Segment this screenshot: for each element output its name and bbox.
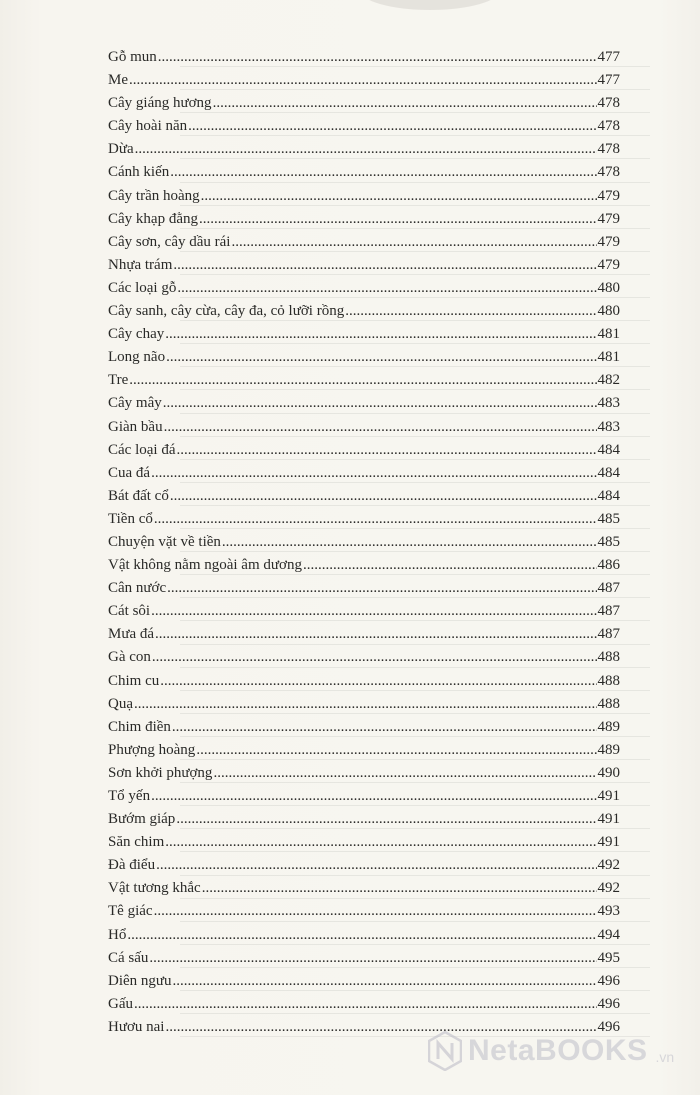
toc-entry-page: 488 — [597, 649, 620, 666]
toc-entry — [108, 485, 620, 508]
toc-entry-title: Gà con — [108, 649, 151, 666]
toc-entry-page: 479 — [597, 187, 620, 204]
toc-entry-page: 479 — [597, 256, 620, 273]
toc-leader-dots — [172, 716, 597, 739]
toc-leader-dots — [134, 693, 597, 716]
toc-entry-title: Vật tương khắc — [108, 880, 201, 897]
toc-entry — [108, 970, 620, 993]
toc-entry-title: Cây sơn, cây dầu rái — [108, 233, 231, 250]
toc-leader-dots — [231, 231, 596, 254]
toc-entry — [108, 623, 620, 646]
toc-entry-page: 477 — [597, 49, 620, 65]
toc-leader-dots — [165, 323, 596, 346]
toc-entry-title: Cát sôi — [108, 603, 151, 620]
toc-entry-page: 491 — [597, 788, 620, 804]
toc-entry — [108, 138, 620, 161]
toc-leader-dots — [166, 346, 596, 369]
toc-entry-title: Dừa — [108, 141, 134, 158]
toc-entry-page: 485 — [597, 510, 620, 527]
toc-entry-page: 484 — [597, 464, 620, 481]
page-shadow — [360, 0, 500, 10]
toc-entry — [108, 92, 620, 115]
toc-leader-dots — [213, 762, 596, 785]
toc-entry-title: Cây sanh, cây cừa, cây đa, cỏ lưỡi rồng — [108, 303, 345, 320]
toc-entry-title: Cân nước — [108, 580, 167, 597]
toc-entry-title: Long não — [108, 349, 166, 366]
toc-entry — [108, 254, 620, 277]
toc-entry-title: Các loại gỗ — [108, 279, 177, 296]
toc-entry-title: Tiền cổ — [108, 510, 153, 527]
toc-entry — [108, 231, 620, 254]
toc-entry-page: 490 — [597, 764, 620, 781]
toc-entry-title: Săn chim — [108, 834, 165, 851]
toc-entry-title: Bát đất cổ — [108, 487, 169, 504]
toc-entry — [108, 346, 620, 369]
toc-entry-title: Nhựa trám — [108, 256, 173, 273]
toc-entry-page: 496 — [597, 972, 620, 989]
toc-entry — [108, 208, 620, 231]
toc-entry-page: 479 — [597, 233, 620, 250]
toc-entry-page: 488 — [597, 695, 620, 712]
toc-entry-page: 481 — [597, 349, 620, 366]
toc-entry-title: Tre — [108, 372, 129, 389]
toc-entry-title: Cá sấu — [108, 949, 149, 966]
toc-entry-title: Cua đá — [108, 464, 151, 481]
toc-entry — [108, 185, 620, 208]
toc-entry-title: Vật không nằm ngoài âm dương — [108, 557, 302, 574]
toc-entry-title: Hươu nai — [108, 1018, 165, 1035]
toc-entry-page: 486 — [597, 557, 620, 574]
netabooks-logo-icon — [428, 1031, 462, 1071]
toc-leader-dots — [158, 46, 597, 69]
toc-entry — [108, 924, 620, 947]
toc-entry-title: Mưa đá — [108, 626, 155, 643]
watermark-brand: NetaBOOKS — [468, 1034, 648, 1067]
toc-entry — [108, 600, 620, 623]
toc-entry-title: Các loại đá — [108, 441, 176, 458]
toc-leader-dots — [151, 785, 596, 808]
toc-entry — [108, 785, 620, 808]
toc-entry — [108, 670, 620, 693]
toc-entry — [108, 369, 620, 392]
toc-entry-title: Đà điểu — [108, 857, 156, 874]
toc-entry-page: 496 — [597, 1018, 620, 1035]
toc-entry-page: 494 — [597, 926, 620, 943]
toc-entry-title: Quạ — [108, 695, 133, 712]
toc-leader-dots — [163, 392, 597, 415]
toc-leader-dots — [188, 115, 596, 138]
toc-leader-dots — [164, 416, 597, 439]
toc-leader-dots — [345, 300, 596, 323]
toc-entry-title: Cây hoài năn — [108, 118, 188, 135]
toc-entry-title: Sơn khởi phượng — [108, 764, 213, 781]
toc-leader-dots — [202, 877, 597, 900]
watermark-suffix: .vn — [655, 1049, 675, 1065]
toc-leader-dots — [167, 577, 596, 600]
toc-leader-dots — [213, 92, 597, 115]
toc-entry-page: 478 — [597, 141, 620, 158]
toc-leader-dots — [129, 69, 597, 92]
toc-entry-page: 478 — [597, 164, 620, 181]
toc-entry-page: 488 — [597, 672, 620, 689]
toc-leader-dots — [173, 970, 597, 993]
toc-entry-title: Chim điền — [108, 718, 171, 735]
table-of-contents — [108, 46, 620, 1039]
toc-leader-dots — [135, 138, 597, 161]
toc-leader-dots — [154, 508, 597, 531]
toc-entry-title: Diên ngưu — [108, 972, 172, 989]
toc-leader-dots — [154, 900, 597, 923]
toc-leader-dots — [152, 646, 597, 669]
toc-entry — [108, 46, 620, 69]
toc-entry — [108, 646, 620, 669]
toc-entry — [108, 554, 620, 577]
toc-entry-page: 492 — [597, 857, 620, 874]
toc-entry-page: 478 — [597, 95, 620, 112]
toc-entry — [108, 693, 620, 716]
toc-leader-dots — [170, 161, 596, 184]
toc-entry — [108, 577, 620, 600]
toc-entry-title: Cây khạp đằng — [108, 210, 198, 227]
toc-entry — [108, 993, 620, 1016]
toc-entry-title: Gấu — [108, 995, 133, 1012]
toc-entry — [108, 462, 620, 485]
toc-leader-dots — [176, 808, 596, 831]
toc-entry — [108, 831, 620, 854]
toc-entry-page: 478 — [597, 118, 620, 135]
toc-leader-dots — [129, 369, 596, 392]
toc-entry-page: 491 — [597, 811, 620, 828]
toc-leader-dots — [151, 462, 596, 485]
toc-leader-dots — [177, 277, 596, 300]
toc-entry-title: Gỗ mun — [108, 49, 157, 65]
toc-entry-page: 479 — [597, 210, 620, 227]
toc-entry — [108, 277, 620, 300]
toc-leader-dots — [199, 208, 597, 231]
toc-entry — [108, 69, 620, 92]
toc-entry-page: 480 — [597, 279, 620, 296]
toc-entry — [108, 416, 620, 439]
toc-leader-dots — [155, 623, 596, 646]
toc-leader-dots — [134, 993, 597, 1016]
toc-entry-page: 484 — [597, 441, 620, 458]
toc-entry-page: 493 — [597, 903, 620, 920]
toc-entry-page: 483 — [597, 418, 620, 435]
toc-entry — [108, 161, 620, 184]
toc-entry-page: 489 — [597, 741, 620, 758]
toc-entry-page: 480 — [597, 303, 620, 320]
toc-entry-page: 485 — [597, 533, 620, 550]
toc-entry-page: 496 — [597, 995, 620, 1012]
toc-entry — [108, 508, 620, 531]
toc-entry-title: Cánh kiến — [108, 164, 170, 181]
toc-entry — [108, 762, 620, 785]
toc-entry-title: Cây giáng hương — [108, 95, 212, 112]
toc-entry-title: Cây chay — [108, 326, 165, 343]
toc-leader-dots — [176, 439, 596, 462]
toc-entry — [108, 900, 620, 923]
toc-entry — [108, 392, 620, 415]
toc-entry-page: 477 — [597, 72, 620, 89]
toc-leader-dots — [303, 554, 597, 577]
toc-entry-page: 487 — [597, 603, 620, 620]
toc-leader-dots — [151, 600, 596, 623]
toc-leader-dots — [156, 854, 596, 877]
watermark — [428, 1026, 674, 1076]
toc-leader-dots — [170, 485, 597, 508]
toc-entry — [108, 947, 620, 970]
toc-entry-title: Phượng hoàng — [108, 741, 196, 758]
toc-leader-dots — [196, 739, 596, 762]
toc-leader-dots — [165, 831, 596, 854]
toc-entry-title: Tổ yến — [108, 788, 151, 804]
toc-entry — [108, 808, 620, 831]
toc-entry-title: Hổ — [108, 926, 127, 943]
toc-entry-page: 487 — [597, 626, 620, 643]
toc-leader-dots — [127, 924, 596, 947]
toc-leader-dots — [149, 947, 596, 970]
toc-entry-page: 484 — [597, 487, 620, 504]
toc-entry-title: Giàn bầu — [108, 418, 163, 435]
toc-entry — [108, 854, 620, 877]
toc-entry-page: 481 — [597, 326, 620, 343]
toc-entry-title: Cây trần hoàng — [108, 187, 200, 204]
toc-entry — [108, 531, 620, 554]
toc-entry-title: Me — [108, 72, 128, 89]
toc-leader-dots — [222, 531, 597, 554]
toc-entry-title: Chim cu — [108, 672, 160, 689]
toc-entry-page: 487 — [597, 580, 620, 597]
toc-entry-page: 492 — [597, 880, 620, 897]
toc-entry — [108, 716, 620, 739]
toc-leader-dots — [173, 254, 596, 277]
toc-entry — [108, 739, 620, 762]
toc-entry-title: Bướm giáp — [108, 811, 176, 828]
toc-entry-title: Cây mây — [108, 395, 162, 412]
toc-entry-page: 483 — [597, 395, 620, 412]
toc-entry-page: 495 — [597, 949, 620, 966]
toc-entry — [108, 439, 620, 462]
toc-entry — [108, 877, 620, 900]
toc-entry-page: 482 — [597, 372, 620, 389]
toc-entry-title: Tê giác — [108, 903, 153, 920]
toc-entry — [108, 115, 620, 138]
toc-leader-dots — [160, 670, 596, 693]
toc-entry — [108, 323, 620, 346]
toc-entry-page: 489 — [597, 718, 620, 735]
toc-entry-title: Chuyện vặt về tiền — [108, 533, 221, 550]
toc-entry-page: 491 — [597, 834, 620, 851]
toc-leader-dots — [201, 185, 597, 208]
toc-entry — [108, 300, 620, 323]
